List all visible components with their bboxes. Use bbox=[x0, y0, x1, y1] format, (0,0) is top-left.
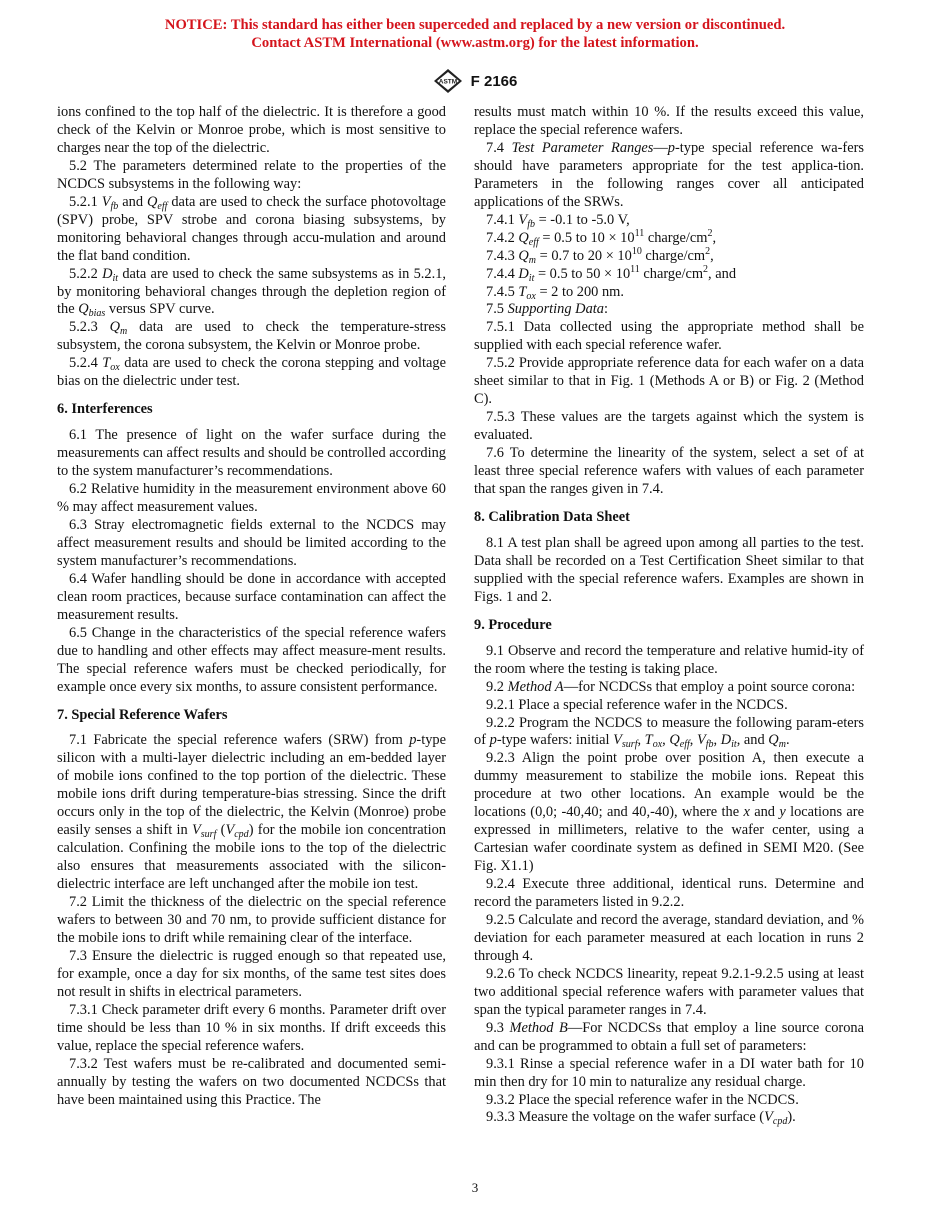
paragraph: 6.3 Stray electromagnetic fields external to the NCDCS may affect measurement results and should be limited according to the system manufacturer’s recommendations. bbox=[57, 516, 446, 569]
paragraph: 7.6 To determine the linearity of the system, select a set of at least three special reference wafers with values of each parameter that span the ranges given in 7.4. bbox=[474, 445, 864, 498]
notice-line-2: Contact ASTM International (www.astm.org) for the latest information. bbox=[251, 35, 699, 51]
section-heading-calibration-data-sheet: 8. Calibration Data Sheet bbox=[474, 508, 630, 525]
paragraph: 7.3.2 Test wafers must be re-calibrated and documented semi-annually by testing the wafers on two documented NCDCSs that have been maintained using this Practice. The bbox=[57, 1055, 446, 1108]
logo-text: ASTM bbox=[438, 78, 457, 86]
paragraph: 9.3.3 Measure the voltage on the wafer surface $(V_{cpd})$. bbox=[486, 1109, 796, 1128]
paragraph: 5.2 The parameters determined relate to the properties of the NCDCS subsystems in the following way: bbox=[57, 157, 446, 192]
paragraph: 6.4 Wafer handling should be done in accordance with accepted clean room practices, because surface contamination can affect the measurement results. bbox=[57, 570, 446, 623]
paragraph: 9.2.6 To check NCDCS linearity, repeat 9.2.1-9.2.5 using at least two additional special reference wafers with parameter values that span the typical parameter ranges in 7.4. bbox=[474, 965, 864, 1018]
paragraph: 7.5.3 These values are the targets against which the system is evaluated. bbox=[474, 409, 864, 444]
paragraph: ions confined to the top half of the dielectric. It is therefore a good check of the Kelvin or Monroe probe, which is most sensitive to charges near the top of the dielectric. bbox=[57, 104, 446, 156]
paragraph: 8.1 A test plan shall be agreed upon among all parties to the test. Data shall be recorded on a Test Certification Sheet similar to that supplied with the special reference wafers. Examples are shown in Figs. 1 and 2. bbox=[474, 534, 864, 605]
paragraph: 9.3.1 Rinse a special reference wafer in a DI water bath for 10 min then dry for 10 min to naturalize any residual charge. bbox=[474, 1055, 864, 1090]
list-item: 7.4.1 $V_{fb} = -0.1$ to -5.0 V, bbox=[486, 211, 630, 230]
paragraph: 9.2.1 Place a special reference wafer in the NCDCS. bbox=[486, 696, 788, 713]
paragraph: 7.5.2 Provide appropriate reference data for each wafer on a data sheet similar to that in Fig. 1 (Methods A or B) or Fig. 2 (Method C). bbox=[474, 355, 864, 408]
right-column bbox=[474, 104, 864, 1127]
paragraph: 5.2.4 $T_{ox}$ data are used to check the corona stepping and voltage bias on the dielectric under test. bbox=[57, 355, 446, 390]
paragraph: 9.2.4 Execute three additional, identical runs. Determine and record the parameters listed in 9.2.2. bbox=[474, 876, 864, 911]
astm-logo-icon bbox=[433, 68, 463, 94]
paragraph: 7.1 Fabricate the special reference wafers (SRW) from p-type silicon with a multi-layer dielectric including an em-bedded layer of mobile ions confined to the top portion of the dielectric. These mobile ions drift during temperature-bias stressing. Since the drift occurs only in the top of the dielectric, the Kelvin (Monroe) probe easily senses a shift in $V_{surf}$ $(V_{cpd})$ for the mobile ion concentration calculation. Confining the mobile ions to the top of the dielectric also ensures that measurements associated with the silicon-dielectric interface are left unchanged after the mobile ion test. bbox=[57, 732, 446, 893]
paragraph: 7.2 Limit the thickness of the dielectric on the special reference wafers to between 30 and 70 nm, to provide sufficient distance for the mobile ions to drift while remaining clear of the interface. bbox=[57, 894, 446, 946]
paragraph: 7.5.1 Data collected using the appropriate method shall be supplied with each special reference wafer. bbox=[474, 319, 864, 354]
paragraph: 7.3.1 Check parameter drift every 6 months. Parameter drift over time should be less than 10 % in six months. If drift exceeds this value, replace the special reference wafers. bbox=[57, 1001, 446, 1054]
paragraph: 6.1 The presence of light on the wafer surface during the measurements can affect results and should be controlled according to the system manufacturer’s recommendations. bbox=[57, 427, 446, 480]
paragraph: 9.1 Observe and record the temperature and relative humid-ity of the room where the testing is taking place. bbox=[474, 642, 864, 677]
section-heading-procedure: 9. Procedure bbox=[474, 616, 552, 633]
paragraph: 7.5 Supporting Data: bbox=[486, 301, 608, 318]
paragraph: 6.2 Relative humidity in the measurement environment above 60 % may affect measurement values. bbox=[57, 481, 446, 516]
section-heading-interferences: 6. Interferences bbox=[57, 401, 153, 418]
paragraph: 7.4 Test Parameter Ranges—p-type special reference wa-fers should have parameters appropriate for the test applica-tion. Parameters in the following ranges cover all anticipated applications of the SRWs. bbox=[474, 139, 864, 210]
paragraph: 9.3.2 Place the special reference wafer in the NCDCS. bbox=[486, 1091, 799, 1108]
notice-line-1: NOTICE: This standard has either been superceded and replaced by a new version or discontinued. bbox=[164, 17, 786, 33]
page-number: 3 bbox=[471, 1180, 479, 1195]
supersession-notice bbox=[0, 16, 950, 52]
paragraph: 5.2.1 $V_{fb}$ and $Q_{eff}$ data are used to check the surface photovoltage (SPV) probe, SPV strobe and corona biasing subsystems, by monitoring behavioral changes through accu-mulation and around the flat band condition. bbox=[57, 193, 446, 264]
paragraph: 5.2.2 $D_{it}$ data are used to check the same subsystems as in 5.2.1, by monitoring behavioral changes through the depletion region of the $Q_{bias}$ versus SPV curve. bbox=[57, 265, 446, 320]
paragraph: 9.2.3 Align the point probe over position A, then execute a dummy measurement to stabilize the mobile ions. Repeat this procedure at two other locations. An example would be the locations (0,0; -40,40; and 40,-40), where the x and y locations are expressed in millimeters, relative to the wafer center, using a Cartesian wafer coordinate system as defined in SEMI M20. (See Fig. X1.1) bbox=[474, 750, 864, 875]
left-column bbox=[57, 104, 446, 1109]
standard-designation: F 2166 bbox=[470, 72, 518, 90]
list-item: 7.4.3 $Q_m = 0.7$ to $20 \times 10^{10}$ charge/$cm^2$, bbox=[486, 245, 714, 266]
paragraph: 9.3 Method B—For NCDCSs that employ a line source corona and can be programmed to obtain a full set of parameters: bbox=[474, 1019, 864, 1054]
paragraph: 7.3 Ensure the dielectric is rugged enough so that repeated use, for example, once a day for six months, of the same test sites does not result in shifts in electrical parameters. bbox=[57, 947, 446, 1000]
paragraph: 9.2.2 Program the NCDCS to measure the following param-eters of p-type wafers: initial $V_{surf}$, $T_{ox}$, $Q_{eff}$, $V_{fb}$, $D_{it}$, and $Q_m$. bbox=[474, 714, 864, 751]
list-item: 7.4.2 $Q_{eff} = 0.5$ to $10 \times 10^{11}$ charge/$cm^2$, bbox=[486, 227, 717, 248]
paragraph: results must match within 10 %. If the results exceed this value, replace the special reference wafers. bbox=[474, 104, 864, 138]
list-item: 7.4.5 $T_{ox} = 2$ to 200 nm. bbox=[486, 283, 624, 302]
list-item: 7.4.4 $D_{it} = 0.5$ to $50 \times 10^{11}$ charge/$cm^2$, and bbox=[486, 263, 737, 284]
section-heading-special-reference-wafers: 7. Special Reference Wafers bbox=[57, 706, 228, 723]
paragraph: 5.2.3 $Q_m$ data are used to check the temperature-stress subsystem, the corona subsystem, the Kelvin or Monroe probe. bbox=[57, 319, 446, 354]
paragraph: 6.5 Change in the characteristics of the special reference wafers due to handling and other effects may affect measure-ment results. The special reference wafers must be checked periodically, for example once every six months, to assure consistent performance. bbox=[57, 624, 446, 695]
paragraph: 9.2.5 Calculate and record the average, standard deviation, and % deviation for each parameter measured at each location in runs 2 through 4. bbox=[474, 911, 864, 964]
paragraph: 9.2 Method A—for NCDCSs that employ a point source corona: bbox=[486, 678, 856, 695]
page-header bbox=[0, 68, 950, 94]
